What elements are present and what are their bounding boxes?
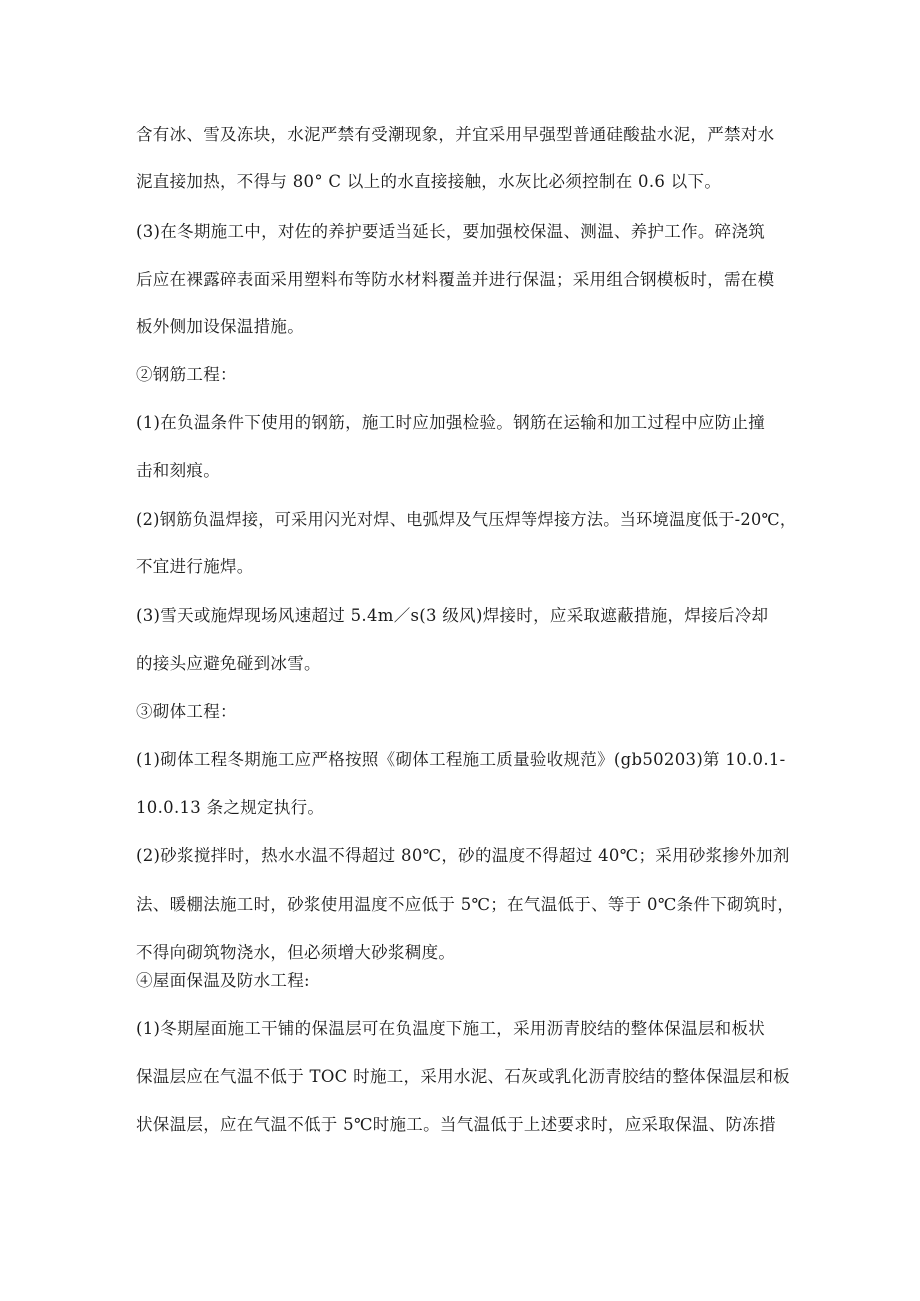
text-line: 保温层应在气温不低于 TOC 时施工，采用水泥、石灰或乳化沥青胶结的整体保温层和板 [136, 1067, 790, 1086]
section-heading: ④屋面保温及防水工程: [136, 971, 310, 990]
text-line: 10.0.13 条之规定执行。 [136, 798, 325, 817]
text-line: (3)在冬期施工中，对佐的养护要适当延长，要加强校保温、测温、养护工作。碎浇筑 [136, 222, 766, 241]
text-line: (1)砌体工程冬期施工应严格按照《砌体工程施工质量验收规范》(gb50203)第 10.0.1- [136, 750, 786, 769]
text-line: 法、暖棚法施工时，砂浆使用温度不应低于 5℃；在气温低于、等于 0℃条件下砌筑时， [136, 895, 795, 914]
section-heading: ②钢筋工程： [136, 365, 237, 384]
text-line: 板外侧加设保温措施。 [136, 317, 304, 336]
text-line: 的接头应避免碰到冰雪。 [136, 654, 321, 673]
text-line: 状保温层，应在气温不低于 5℃时施工。当气温低于上述要求时，应采取保温、防冻措 [136, 1115, 776, 1134]
section-heading: ③砌体工程： [136, 702, 237, 721]
text-line: 不得向砌筑物浇水，但必须增大砂浆稠度。 [136, 943, 456, 962]
text-line: (2)钢筋负温焊接，可采用闪光对焊、电弧焊及气压焊等焊接方法。当环境温度低于-20℃， [136, 510, 797, 529]
text-line: 击和刻痕。 [136, 461, 220, 480]
text-line: (2)砂浆搅拌时，热水水温不得超过 80℃，砂的温度不得超过 40℃；采用砂浆掺外加剂 [136, 846, 790, 865]
text-line: 不宜进行施焊。 [136, 557, 254, 576]
text-line: 泥直接加热，不得与 80° C 以上的水直接接触，水灰比必须控制在 0.6 以下。 [136, 172, 722, 191]
text-line: (3)雪天或施焊现场风速超过 5.4m／s(3 级风)焊接时，应采取遮蔽措施，焊接后冷却 [136, 606, 769, 625]
text-line: 含有冰、雪及冻块，水泥严禁有受潮现象，并宜采用早强型普通硅酸盐水泥，严禁对水 [136, 125, 775, 144]
text-line: (1)在负温条件下使用的钢筋，施工时应加强检验。钢筋在运输和加工过程中应防止撞 [136, 413, 766, 432]
text-line: 后应在裸露碎表面采用塑料布等防水材料覆盖并进行保温；采用组合钢模板时，需在模 [136, 270, 775, 289]
text-line: (1)冬期屋面施工干铺的保温层可在负温度下施工，采用沥青胶结的整体保温层和板状 [136, 1019, 766, 1038]
